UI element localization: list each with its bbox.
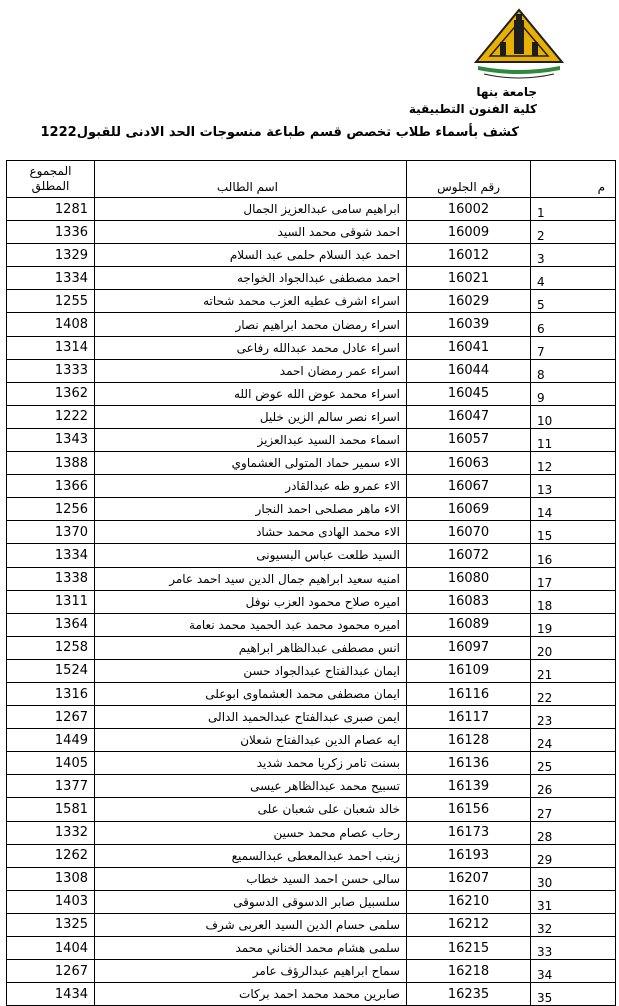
cell-name: بسنت تامر زكريا محمد شديد <box>95 752 407 775</box>
cell-seat: 16070 <box>407 521 531 544</box>
cell-index: 16 <box>531 544 616 567</box>
table-row <box>7 729 616 752</box>
cell-seat: 16047 <box>407 405 531 428</box>
table-row <box>7 521 616 544</box>
cell-index: 11 <box>531 428 616 451</box>
cell-seat: 16039 <box>407 313 531 336</box>
cell-total: 1222 <box>7 405 95 428</box>
cell-seat: 16002 <box>407 198 531 221</box>
cell-seat: 16128 <box>407 729 531 752</box>
cell-total: 1362 <box>7 382 95 405</box>
cell-total: 1311 <box>7 590 95 613</box>
cell-total: 1334 <box>7 544 95 567</box>
table-row <box>7 867 616 890</box>
cell-total: 1366 <box>7 475 95 498</box>
table-row <box>7 706 616 729</box>
cell-index: 4 <box>531 267 616 290</box>
cell-seat: 16116 <box>407 682 531 705</box>
cell-index: 28 <box>531 821 616 844</box>
cell-total: 1255 <box>7 290 95 313</box>
cell-total: 1308 <box>7 867 95 890</box>
table-row <box>7 798 616 821</box>
table-row <box>7 983 616 1006</box>
cell-index: 15 <box>531 521 616 544</box>
table-header-row <box>7 161 616 198</box>
cell-index: 31 <box>531 890 616 913</box>
cell-index: 26 <box>531 775 616 798</box>
cell-index: 19 <box>531 613 616 636</box>
table-row <box>7 359 616 382</box>
cell-name: احمد شوقى محمد السيد <box>95 221 407 244</box>
cell-name: الاء ماهر مصلحى احمد النجار <box>95 498 407 521</box>
header-index: م <box>531 161 616 198</box>
cell-seat: 16218 <box>407 960 531 983</box>
cell-total: 1325 <box>7 913 95 936</box>
cell-index: 10 <box>531 405 616 428</box>
cell-name: سلسبيل صابر الدسوقى الدسوقى <box>95 890 407 913</box>
cell-total: 1329 <box>7 244 95 267</box>
cell-total: 1333 <box>7 359 95 382</box>
table-row <box>7 913 616 936</box>
cell-total: 1405 <box>7 752 95 775</box>
cell-name: ايمن صبرى عبدالفتاح عبدالحميد الدالى <box>95 706 407 729</box>
cell-name: اسراء اشرف عطيه العزب محمد شحاته <box>95 290 407 313</box>
cell-total: 1388 <box>7 452 95 475</box>
cell-name: اميره محمود محمد عبد الحميد محمد نعامة <box>95 613 407 636</box>
cell-total: 1403 <box>7 890 95 913</box>
cell-seat: 16109 <box>407 659 531 682</box>
table-row <box>7 313 616 336</box>
cell-index: 3 <box>531 244 616 267</box>
cell-name: سالى حسن احمد السيد خطاب <box>95 867 407 890</box>
cell-seat: 16080 <box>407 567 531 590</box>
header-total-line1: المجموع <box>29 164 72 178</box>
cell-seat: 16045 <box>407 382 531 405</box>
table-row <box>7 590 616 613</box>
cell-name: سلمى هشام محمد الخناني محمد <box>95 937 407 960</box>
cell-index: 1 <box>531 198 616 221</box>
cell-seat: 16193 <box>407 844 531 867</box>
table-row <box>7 682 616 705</box>
cell-seat: 16235 <box>407 983 531 1006</box>
cell-seat: 16029 <box>407 290 531 313</box>
cell-seat: 16207 <box>407 867 531 890</box>
cell-index: 27 <box>531 798 616 821</box>
cell-index: 33 <box>531 937 616 960</box>
header-name: اسم الطالب <box>95 161 407 198</box>
cell-name: اسراء عمر رمضان احمد <box>95 359 407 382</box>
cell-name: خالد شعبان على شعبان على <box>95 798 407 821</box>
table-row <box>7 659 616 682</box>
cell-index: 35 <box>531 983 616 1006</box>
cell-seat: 16041 <box>407 336 531 359</box>
table-row <box>7 544 616 567</box>
university-logo <box>470 4 568 84</box>
table-row <box>7 428 616 451</box>
cell-seat: 16210 <box>407 890 531 913</box>
cell-seat: 16212 <box>407 913 531 936</box>
cell-index: 30 <box>531 867 616 890</box>
cell-name: احمد مصطفى عبدالجواد الخواجه <box>95 267 407 290</box>
cell-seat: 16117 <box>407 706 531 729</box>
cell-name: امنيه سعيد ابراهيم جمال الدين سيد احمد عامر <box>95 567 407 590</box>
cell-seat: 16009 <box>407 221 531 244</box>
cell-total: 1581 <box>7 798 95 821</box>
table-row <box>7 498 616 521</box>
cell-total: 1256 <box>7 498 95 521</box>
cell-seat: 16139 <box>407 775 531 798</box>
cell-total: 1332 <box>7 821 95 844</box>
table-row <box>7 567 616 590</box>
cell-name: صابرين محمد محمد احمد بركات <box>95 983 407 1006</box>
cell-index: 32 <box>531 913 616 936</box>
table-row <box>7 290 616 313</box>
cell-seat: 16097 <box>407 636 531 659</box>
cell-index: 5 <box>531 290 616 313</box>
cell-name: اميره صلاح محمود العزب نوفل <box>95 590 407 613</box>
cell-name: زينب احمد عبدالمعطى عبدالسميع <box>95 844 407 867</box>
table-row <box>7 775 616 798</box>
cell-total: 1404 <box>7 937 95 960</box>
cell-total: 1377 <box>7 775 95 798</box>
cell-seat: 16012 <box>407 244 531 267</box>
cell-index: 13 <box>531 475 616 498</box>
table-row <box>7 267 616 290</box>
cell-seat: 16136 <box>407 752 531 775</box>
cell-index: 17 <box>531 567 616 590</box>
cell-seat: 16089 <box>407 613 531 636</box>
cell-name: السيد طلعت عباس البسيونى <box>95 544 407 567</box>
cell-name: اسراء محمد عوض الله عوض الله <box>95 382 407 405</box>
table-row <box>7 844 616 867</box>
students-table <box>6 160 616 1006</box>
cell-total: 1334 <box>7 267 95 290</box>
cell-total: 1343 <box>7 428 95 451</box>
cell-total: 1336 <box>7 221 95 244</box>
cell-name: اسراء نصر سالم الزين خليل <box>95 405 407 428</box>
cell-total: 1258 <box>7 636 95 659</box>
cell-name: اسراء عادل محمد عبدالله رفاعى <box>95 336 407 359</box>
cell-index: 18 <box>531 590 616 613</box>
faculty-name: كلية الفنون التطبيقية <box>408 102 537 116</box>
cell-total: 1449 <box>7 729 95 752</box>
header-seat: رقم الجلوس <box>407 161 531 198</box>
cell-index: 21 <box>531 659 616 682</box>
cell-index: 2 <box>531 221 616 244</box>
cell-total: 1267 <box>7 706 95 729</box>
cell-name: اسماء محمد السيد عبدالعزيز <box>95 428 407 451</box>
table-row <box>7 244 616 267</box>
cell-index: 14 <box>531 498 616 521</box>
cell-index: 8 <box>531 359 616 382</box>
cell-index: 24 <box>531 729 616 752</box>
header-total <box>7 161 95 198</box>
cell-seat: 16215 <box>407 937 531 960</box>
cell-index: 25 <box>531 752 616 775</box>
cell-name: ايمان عبدالفتاح عبدالجواد حسن <box>95 659 407 682</box>
table-row <box>7 221 616 244</box>
cell-index: 12 <box>531 452 616 475</box>
cell-index: 23 <box>531 706 616 729</box>
table-row <box>7 475 616 498</box>
cell-seat: 16067 <box>407 475 531 498</box>
cell-name: الاء محمد الهادى محمد حشاد <box>95 521 407 544</box>
cell-index: 7 <box>531 336 616 359</box>
cell-name: تسبيح محمد عبدالظاهر عيسى <box>95 775 407 798</box>
cell-total: 1314 <box>7 336 95 359</box>
cell-index: 34 <box>531 960 616 983</box>
cell-index: 29 <box>531 844 616 867</box>
cell-name: اسراء رمضان محمد ابراهيم نصار <box>95 313 407 336</box>
cell-index: 20 <box>531 636 616 659</box>
cell-name: الاء سمير حماد المتولى العشماوي <box>95 452 407 475</box>
table-row <box>7 452 616 475</box>
cell-seat: 16083 <box>407 590 531 613</box>
cell-seat: 16069 <box>407 498 531 521</box>
cell-total: 1524 <box>7 659 95 682</box>
cell-name: ايه عصام الدين عبدالفتاح شعلان <box>95 729 407 752</box>
cell-name: ابراهيم سامى عبدالعزيز الجمال <box>95 198 407 221</box>
table-row <box>7 382 616 405</box>
cell-total: 1408 <box>7 313 95 336</box>
cell-name: الاء عمرو طه عبدالقادر <box>95 475 407 498</box>
cell-name: احمد عبد السلام حلمى عبد السلام <box>95 244 407 267</box>
table-row <box>7 937 616 960</box>
cell-total: 1370 <box>7 521 95 544</box>
cell-total: 1281 <box>7 198 95 221</box>
cell-total: 1267 <box>7 960 95 983</box>
university-name: جامعة بنها <box>476 85 537 99</box>
cell-seat: 16156 <box>407 798 531 821</box>
cell-seat: 16173 <box>407 821 531 844</box>
table-row <box>7 752 616 775</box>
cell-seat: 16072 <box>407 544 531 567</box>
header-total-line2: المطلق <box>31 179 70 193</box>
table-row <box>7 890 616 913</box>
cell-seat: 16063 <box>407 452 531 475</box>
cell-seat: 16044 <box>407 359 531 382</box>
cell-index: 22 <box>531 682 616 705</box>
cell-total: 1364 <box>7 613 95 636</box>
document-title: كشف بأسماء طلاب تخصص قسم طباعة منسوجات الحد الادنى للقبول1222 <box>40 125 519 140</box>
table-row <box>7 336 616 359</box>
cell-total: 1434 <box>7 983 95 1006</box>
table-row <box>7 405 616 428</box>
cell-name: انس مصطفى عبدالظاهر ابراهيم <box>95 636 407 659</box>
cell-name: رحاب عصام محمد حسين <box>95 821 407 844</box>
cell-index: 9 <box>531 382 616 405</box>
cell-name: ايمان مصطفى محمد العشماوى ابوعلى <box>95 682 407 705</box>
table-row <box>7 613 616 636</box>
cell-index: 6 <box>531 313 616 336</box>
cell-name: سلمى حسام الدين السيد العربى شرف <box>95 913 407 936</box>
cell-total: 1316 <box>7 682 95 705</box>
cell-seat: 16021 <box>407 267 531 290</box>
cell-seat: 16057 <box>407 428 531 451</box>
table-row <box>7 198 616 221</box>
table-row <box>7 636 616 659</box>
table-row <box>7 821 616 844</box>
cell-total: 1338 <box>7 567 95 590</box>
cell-total: 1262 <box>7 844 95 867</box>
cell-name: سماح ابراهيم عبدالرؤف عامر <box>95 960 407 983</box>
table-row <box>7 960 616 983</box>
